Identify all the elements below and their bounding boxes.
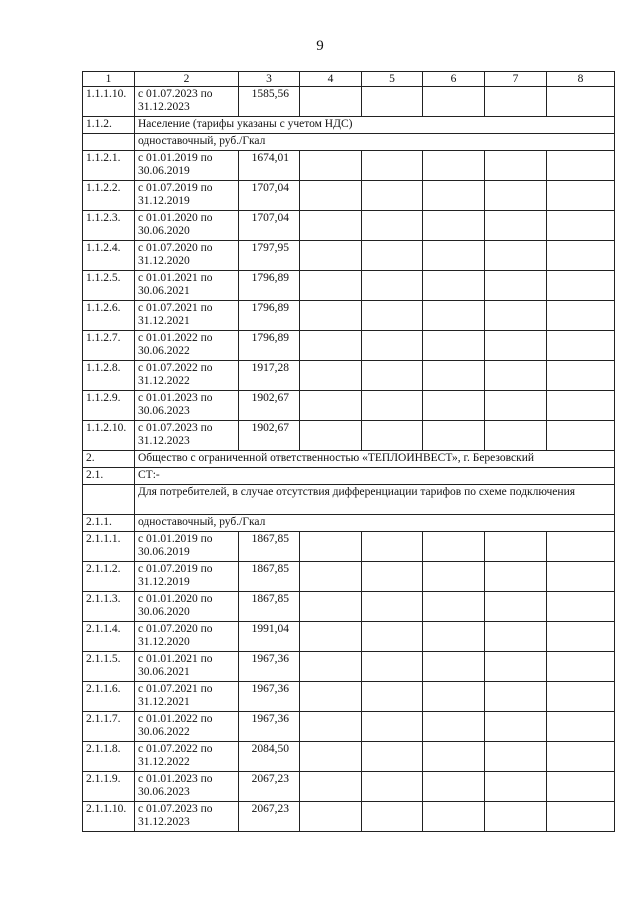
period-start: с 01.07.2022 по [138,743,213,755]
period-start: с 01.01.2023 по [138,392,213,404]
empty-cell [547,331,615,361]
empty-cell [547,562,615,592]
item-number: 2.1.1.1. [83,532,135,562]
section-row [83,515,615,532]
period-cell [135,87,239,117]
empty-cell [485,742,547,772]
empty-cell [485,532,547,562]
period-start: с 01.07.2023 по [138,803,213,815]
table-row [83,301,615,331]
section-row [83,134,615,151]
section-title: Общество с ограниченной ответственностью «ТЕПЛОИНВЕСТ», г. Березовский [135,451,615,468]
tariff-value: 1967,36 [239,682,300,712]
tariff-value: 1967,36 [239,652,300,682]
section-row [83,451,615,468]
tariff-table [82,71,615,832]
column-header: 3 [239,72,300,87]
section-title: СТ:- [135,468,615,485]
period-cell [135,301,239,331]
period-cell [135,532,239,562]
empty-cell [300,562,362,592]
empty-cell [423,532,485,562]
column-header: 1 [83,72,135,87]
table-row [83,241,615,271]
table-row [83,532,615,562]
empty-cell [423,622,485,652]
item-number: 2.1.1.5. [83,652,135,682]
tariff-value: 1867,85 [239,562,300,592]
empty-cell [485,87,547,117]
table-row [83,562,615,592]
period-end: 30.06.2019 [138,165,190,177]
empty-cell [485,391,547,421]
empty-cell [300,652,362,682]
tariff-value: 1797,95 [239,241,300,271]
section-title: одноставочный, руб./Гкал [135,134,615,151]
table-row [83,622,615,652]
period-cell [135,181,239,211]
empty-cell [423,331,485,361]
period-cell [135,712,239,742]
table-row [83,271,615,301]
period-start: с 01.01.2020 по [138,212,213,224]
section-title: одноставочный, руб./Гкал [135,515,615,532]
empty-cell [423,802,485,832]
empty-cell [423,361,485,391]
period-cell [135,802,239,832]
period-start: с 01.07.2021 по [138,683,213,695]
empty-cell [547,361,615,391]
period-cell [135,211,239,241]
tariff-value: 1991,04 [239,622,300,652]
section-title: Население (тарифы указаны с учетом НДС) [135,117,615,134]
period-cell [135,742,239,772]
item-number: 2.1.1.8. [83,742,135,772]
item-number [83,485,135,515]
period-end: 31.12.2023 [138,435,190,447]
empty-cell [362,391,423,421]
tariff-value: 1796,89 [239,331,300,361]
empty-cell [362,652,423,682]
table-row [83,361,615,391]
period-start: с 01.01.2023 по [138,773,213,785]
period-end: 30.06.2022 [138,726,190,738]
empty-cell [547,532,615,562]
table-body [83,72,615,832]
table-row [83,181,615,211]
tariff-value: 1967,36 [239,712,300,742]
period-cell [135,241,239,271]
empty-cell [300,301,362,331]
item-number: 2.1.1.10. [83,802,135,832]
column-header-row [83,72,615,87]
empty-cell [485,301,547,331]
empty-cell [362,301,423,331]
tariff-value: 1917,28 [239,361,300,391]
section-row [83,485,615,515]
empty-cell [547,802,615,832]
empty-cell [547,772,615,802]
item-number: 1.1.2.1. [83,151,135,181]
empty-cell [485,151,547,181]
empty-cell [362,87,423,117]
empty-cell [485,712,547,742]
empty-cell [362,421,423,451]
column-header: 4 [300,72,362,87]
tariff-value: 2084,50 [239,742,300,772]
empty-cell [547,682,615,712]
empty-cell [362,562,423,592]
period-end: 31.12.2021 [138,696,190,708]
item-number: 1.1.1.10. [83,87,135,117]
period-end: 31.12.2022 [138,756,190,768]
empty-cell [423,181,485,211]
empty-cell [485,802,547,832]
empty-cell [547,622,615,652]
period-cell [135,391,239,421]
empty-cell [362,682,423,712]
tariff-value: 1707,04 [239,181,300,211]
empty-cell [300,592,362,622]
empty-cell [485,211,547,241]
section-row [83,468,615,485]
period-start: с 01.07.2019 по [138,182,213,194]
empty-cell [547,301,615,331]
empty-cell [423,271,485,301]
empty-cell [300,241,362,271]
item-number: 1.1.2.6. [83,301,135,331]
empty-cell [423,241,485,271]
period-start: с 01.01.2020 по [138,593,213,605]
empty-cell [485,652,547,682]
empty-cell [300,421,362,451]
empty-cell [423,652,485,682]
tariff-value: 2067,23 [239,802,300,832]
period-end: 31.12.2021 [138,315,190,327]
empty-cell [423,301,485,331]
empty-cell [423,211,485,241]
tariff-value: 1796,89 [239,271,300,301]
empty-cell [547,421,615,451]
empty-cell [300,361,362,391]
tariff-value: 2067,23 [239,772,300,802]
empty-cell [547,241,615,271]
empty-cell [485,361,547,391]
column-header: 8 [547,72,615,87]
empty-cell [362,742,423,772]
empty-cell [300,682,362,712]
empty-cell [300,151,362,181]
period-end: 30.06.2023 [138,405,190,417]
table-row [83,772,615,802]
empty-cell [547,592,615,622]
empty-cell [547,271,615,301]
table-row [83,742,615,772]
empty-cell [362,241,423,271]
item-number: 1.1.2.8. [83,361,135,391]
item-number: 2.1.1.3. [83,592,135,622]
empty-cell [423,391,485,421]
column-header: 6 [423,72,485,87]
item-number: 1.1.2.2. [83,181,135,211]
empty-cell [547,151,615,181]
empty-cell [362,592,423,622]
period-start: с 01.07.2023 по [138,422,213,434]
period-end: 30.06.2020 [138,225,190,237]
empty-cell [300,87,362,117]
period-end: 31.12.2020 [138,255,190,267]
empty-cell [423,772,485,802]
empty-cell [362,211,423,241]
empty-cell [300,331,362,361]
empty-cell [362,181,423,211]
period-start: с 01.07.2022 по [138,362,213,374]
table-row [83,211,615,241]
empty-cell [300,712,362,742]
period-start: с 01.01.2022 по [138,332,213,344]
table-row [83,592,615,622]
item-number: 2. [83,451,135,468]
empty-cell [485,181,547,211]
empty-cell [547,391,615,421]
empty-cell [547,652,615,682]
item-number: 2.1. [83,468,135,485]
empty-cell [485,682,547,712]
empty-cell [300,622,362,652]
empty-cell [485,241,547,271]
empty-cell [547,87,615,117]
period-end: 30.06.2021 [138,666,190,678]
table-row [83,682,615,712]
tariff-value: 1902,67 [239,421,300,451]
period-start: с 01.07.2023 по [138,88,213,100]
item-number: 1.1.2.10. [83,421,135,451]
empty-cell [300,391,362,421]
item-number: 2.1.1.9. [83,772,135,802]
empty-cell [300,532,362,562]
table-row [83,802,615,832]
section-title: Для потребителей, в случае отсутствия дифференциации тарифов по схеме подключения [135,485,615,515]
period-end: 30.06.2021 [138,285,190,297]
period-cell [135,151,239,181]
empty-cell [362,331,423,361]
column-header: 2 [135,72,239,87]
table-row [83,391,615,421]
period-start: с 01.01.2021 по [138,272,213,284]
empty-cell [547,181,615,211]
tariff-value: 1674,01 [239,151,300,181]
empty-cell [300,271,362,301]
table-row [83,87,615,117]
period-cell [135,361,239,391]
period-start: с 01.01.2019 по [138,533,213,545]
empty-cell [362,271,423,301]
item-number: 1.1.2.7. [83,331,135,361]
empty-cell [485,271,547,301]
table-row [83,421,615,451]
page-number: 9 [316,38,324,54]
empty-cell [362,151,423,181]
tariff-value: 1707,04 [239,211,300,241]
period-cell [135,652,239,682]
empty-cell [423,742,485,772]
period-start: с 01.07.2020 по [138,623,213,635]
empty-cell [300,742,362,772]
period-start: с 01.07.2019 по [138,563,213,575]
item-number: 2.1.1.4. [83,622,135,652]
empty-cell [485,331,547,361]
empty-cell [362,772,423,802]
item-number: 2.1.1. [83,515,135,532]
table-row [83,652,615,682]
period-start: с 01.01.2021 по [138,653,213,665]
item-number: 1.1.2.5. [83,271,135,301]
empty-cell [362,802,423,832]
empty-cell [362,712,423,742]
period-cell [135,331,239,361]
item-number: 2.1.1.2. [83,562,135,592]
period-end: 30.06.2023 [138,786,190,798]
empty-cell [423,682,485,712]
empty-cell [547,712,615,742]
empty-cell [423,151,485,181]
period-cell [135,562,239,592]
empty-cell [300,211,362,241]
section-row [83,117,615,134]
period-cell [135,772,239,802]
table-row [83,331,615,361]
period-end: 31.12.2022 [138,375,190,387]
tariff-value: 1585,56 [239,87,300,117]
empty-cell [423,562,485,592]
empty-cell [485,592,547,622]
empty-cell [547,742,615,772]
empty-cell [300,772,362,802]
column-header: 5 [362,72,423,87]
period-end: 31.12.2020 [138,636,190,648]
empty-cell [485,562,547,592]
empty-cell [423,87,485,117]
period-cell [135,592,239,622]
period-end: 31.12.2023 [138,816,190,828]
empty-cell [362,622,423,652]
period-end: 30.06.2022 [138,345,190,357]
period-end: 30.06.2019 [138,546,190,558]
period-cell [135,682,239,712]
item-number: 1.1.2.4. [83,241,135,271]
item-number: 1.1.2. [83,117,135,134]
item-number: 2.1.1.7. [83,712,135,742]
table-row [83,151,615,181]
item-number: 1.1.2.3. [83,211,135,241]
empty-cell [300,181,362,211]
empty-cell [362,361,423,391]
tariff-value: 1796,89 [239,301,300,331]
period-start: с 01.01.2019 по [138,152,213,164]
table-row [83,712,615,742]
period-start: с 01.01.2022 по [138,713,213,725]
empty-cell [547,211,615,241]
period-cell [135,622,239,652]
period-end: 31.12.2023 [138,101,190,113]
empty-cell [423,712,485,742]
empty-cell [485,421,547,451]
period-start: с 01.07.2021 по [138,302,213,314]
empty-cell [300,802,362,832]
period-end: 30.06.2020 [138,606,190,618]
empty-cell [485,622,547,652]
empty-cell [423,421,485,451]
empty-cell [362,532,423,562]
tariff-value: 1867,85 [239,592,300,622]
tariff-value: 1902,67 [239,391,300,421]
item-number: 1.1.2.9. [83,391,135,421]
item-number: 2.1.1.6. [83,682,135,712]
period-cell [135,421,239,451]
period-cell [135,271,239,301]
item-number [83,134,135,151]
column-header: 7 [485,72,547,87]
period-end: 31.12.2019 [138,195,190,207]
period-start: с 01.07.2020 по [138,242,213,254]
tariff-value: 1867,85 [239,532,300,562]
empty-cell [485,772,547,802]
period-end: 31.12.2019 [138,576,190,588]
empty-cell [423,592,485,622]
